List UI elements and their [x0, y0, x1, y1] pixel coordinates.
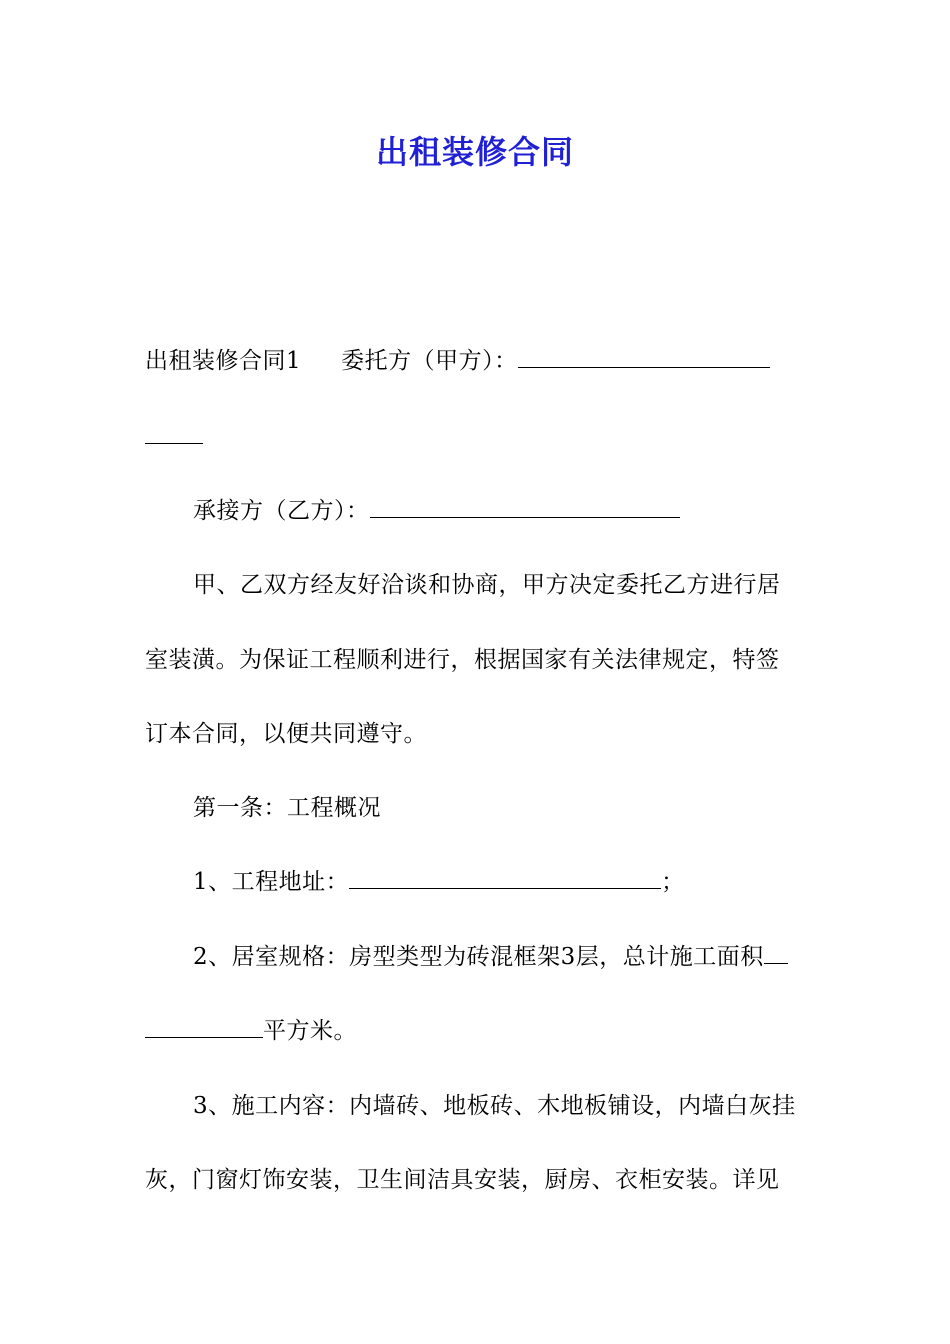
item-2-blank [145, 1015, 263, 1038]
item-2-suffix: 平方米。 [263, 1018, 357, 1044]
party-b-blank [370, 495, 680, 518]
preamble-line-3: 订本合同，以便共同遵守。 [145, 721, 427, 747]
party-a-label: 委托方（甲方）： [341, 348, 518, 374]
item-1-line [193, 864, 858, 900]
party-b-label: 承接方（乙方）： [193, 498, 370, 524]
preamble-line-1: 甲、乙双方经友好洽谈和协商，甲方决定委托乙方进行居 [193, 572, 781, 598]
party-a-blank [518, 345, 770, 368]
item-2-blank-head [764, 941, 788, 964]
item-1-end: ； [661, 869, 685, 895]
item-2-line-2 [145, 1013, 810, 1049]
preamble-line-2: 室装潢。为保证工程顺利进行，根据国家有关法律规定，特签 [145, 647, 780, 673]
party-a-line [145, 343, 810, 379]
item-1-blank [349, 866, 661, 889]
item-2-text: 2、居室规格：房型类型为砖混框架3层，总计施工面积 [193, 944, 764, 970]
party-a-blank-tail [145, 421, 203, 444]
item-2-line-1 [193, 939, 858, 975]
document-title: 出租装修合同 [375, 133, 574, 171]
item-3-line-2: 灰，门窗灯饰安装，卫生间洁具安装，厨房、衣柜安装。详见 [145, 1167, 780, 1193]
item-1-label: 1、工程地址： [193, 869, 350, 895]
article-1-heading: 第一条：工程概况 [193, 795, 381, 821]
party-b-line [193, 493, 858, 529]
intro-label: 出租装修合同1 [145, 348, 302, 374]
item-3-line-1: 3、施工内容：内墙砖、地板砖、木地板铺设，内墙白灰挂 [193, 1093, 796, 1119]
party-a-blank-continued [145, 419, 810, 455]
